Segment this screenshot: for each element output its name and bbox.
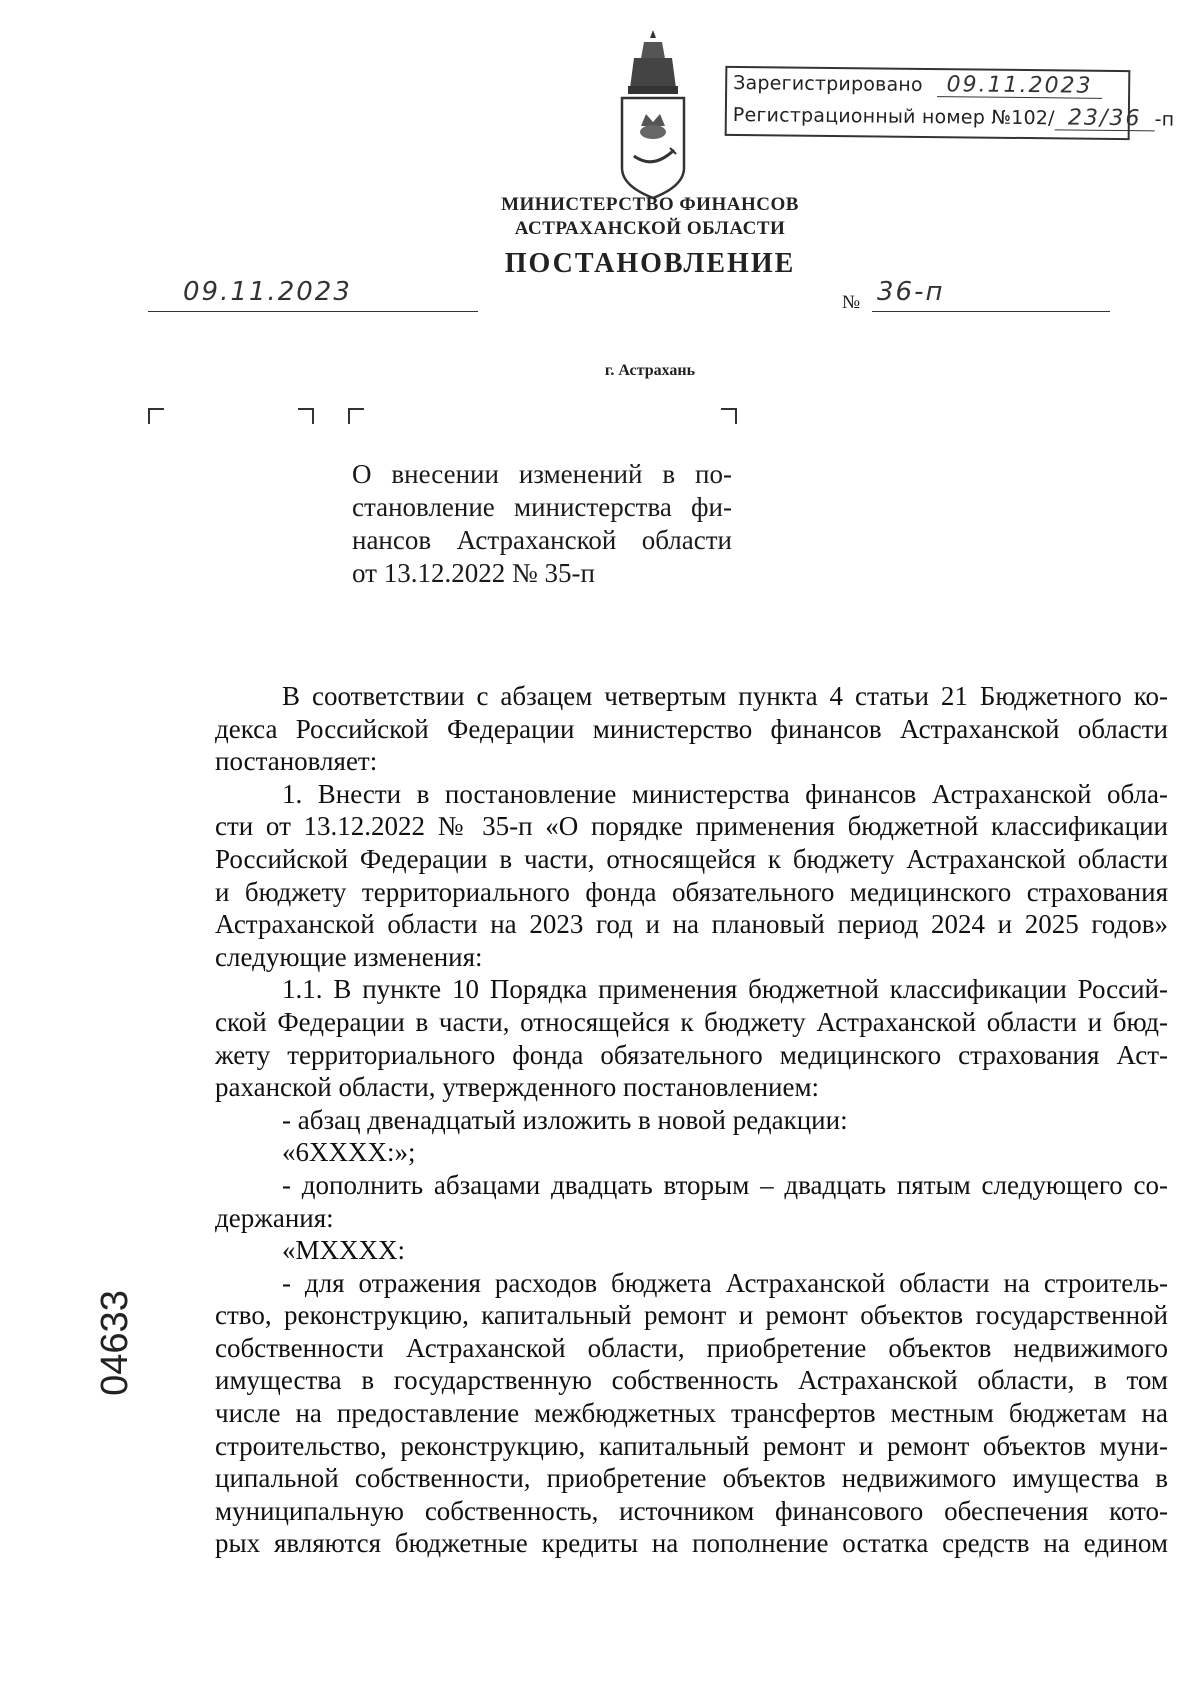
body-line: - абзац двенадцатый изложить в новой редакции: bbox=[282, 1104, 848, 1135]
document-type: ПОСТАНОВЛЕНИЕ bbox=[504, 248, 796, 279]
registered-date: 09.11.2023 bbox=[937, 74, 1102, 99]
title-line: от 13.12.2022 № 35-п bbox=[352, 558, 595, 588]
body-line: следующие изменения: bbox=[215, 941, 483, 972]
city-name: г. Астрахань bbox=[604, 362, 696, 379]
body-line: В соответствии с абзацем четвертым пункта 4 статьи 21 Бюджетного ко- bbox=[282, 681, 1168, 711]
body-line: постановляет: bbox=[215, 746, 378, 777]
registered-label: Зарегистрировано bbox=[733, 71, 923, 96]
body-line: декса Российской Федерации министерство финансов Астраханской области bbox=[215, 713, 1168, 744]
body-line: числе на предоставление межбюджетных трансфертов местным бюджетам на bbox=[215, 1398, 1168, 1429]
body-line: ство, реконструкцию, капитальный ремонт и ремонт объектов государственной bbox=[215, 1300, 1168, 1331]
body-line: жету территориального фонда обязательного медицинского страхования Аст- bbox=[215, 1039, 1168, 1070]
body-line: муниципальную собственность, источником финансового обеспечения кото- bbox=[215, 1495, 1168, 1526]
title-line: О внесении изменений в по- bbox=[352, 459, 732, 489]
reg-number-suffix: -п bbox=[1154, 108, 1175, 131]
body-line: ской Федерации в части, относящейся к бюджету Астраханской области и бюд- bbox=[215, 1006, 1168, 1037]
body-line: имущества в государственную собственность Астраханской области, в том bbox=[215, 1365, 1168, 1396]
body-line: раханской области, утвержденного постановлением: bbox=[215, 1072, 820, 1103]
body-line: собственности Астраханской области, приобретение объектов недвижимого bbox=[215, 1332, 1168, 1363]
corner-bracket bbox=[721, 408, 737, 424]
corner-bracket bbox=[348, 408, 364, 424]
registration-stamp bbox=[725, 66, 1175, 140]
body-line: и бюджету территориального фонда обязательного медицинского страхования bbox=[215, 876, 1168, 907]
side-document-number: 04633 bbox=[94, 1290, 136, 1396]
title-line: становление министерства фи- bbox=[352, 492, 732, 522]
document-number: 36-п bbox=[877, 277, 945, 307]
body-line: ципальной собственности, приобретение объектов недвижимого имущества в bbox=[215, 1463, 1168, 1494]
document-date-line bbox=[148, 277, 478, 312]
coat-of-arms-emblem bbox=[616, 28, 690, 200]
body-line: «6ХХХХ:»; bbox=[282, 1137, 416, 1168]
body-line: Российской Федерации в части, относящейся к бюджету Астраханской области bbox=[215, 843, 1168, 874]
body-line: 1.1. В пункте 10 Порядка применения бюджетной классификации Россий- bbox=[282, 974, 1168, 1005]
body-line: 1. Внести в постановление министерства финансов Астраханской обла- bbox=[282, 778, 1168, 809]
body-line: - дополнить абзацами двадцать вторым – двадцать пятым следующего со- bbox=[282, 1169, 1168, 1200]
ministry-line-1: МИНИСТЕРСТВО ФИНАНСОВ bbox=[501, 194, 799, 215]
corner-bracket bbox=[298, 408, 314, 424]
body-line: строительство, реконструкцию, капитальный ремонт и ремонт объектов муни- bbox=[215, 1430, 1168, 1461]
body-line: держания: bbox=[215, 1202, 334, 1233]
reg-number-label: Регистрационный номер №102/ bbox=[732, 103, 1055, 130]
document-number-line bbox=[872, 277, 1110, 312]
body-line: - для отражения расходов бюджета Астраханской области на строитель- bbox=[282, 1267, 1168, 1298]
ministry-name bbox=[400, 193, 900, 241]
body-line: Астраханской области на 2023 год и на плановый период 2024 и 2025 годов» bbox=[215, 909, 1168, 940]
document-date: 09.11.2023 bbox=[183, 277, 352, 307]
ministry-line-2: АСТРАХАНСКОЙ ОБЛАСТИ bbox=[514, 218, 786, 239]
body-line: рых являются бюджетные кредиты на пополнение остатка средств на едином bbox=[215, 1528, 1168, 1559]
number-label: № bbox=[842, 292, 861, 313]
document-body bbox=[215, 680, 1168, 1560]
body-line: сти от 13.12.2022 № 35-п «О порядке применения бюджетной классификации bbox=[215, 811, 1168, 842]
body-line: «МХХХХ: bbox=[282, 1235, 406, 1266]
document-title bbox=[352, 458, 732, 590]
reg-number-value: 23/36 bbox=[1055, 107, 1155, 131]
title-line: нансов Астраханской области bbox=[352, 525, 732, 555]
corner-bracket bbox=[148, 408, 164, 424]
